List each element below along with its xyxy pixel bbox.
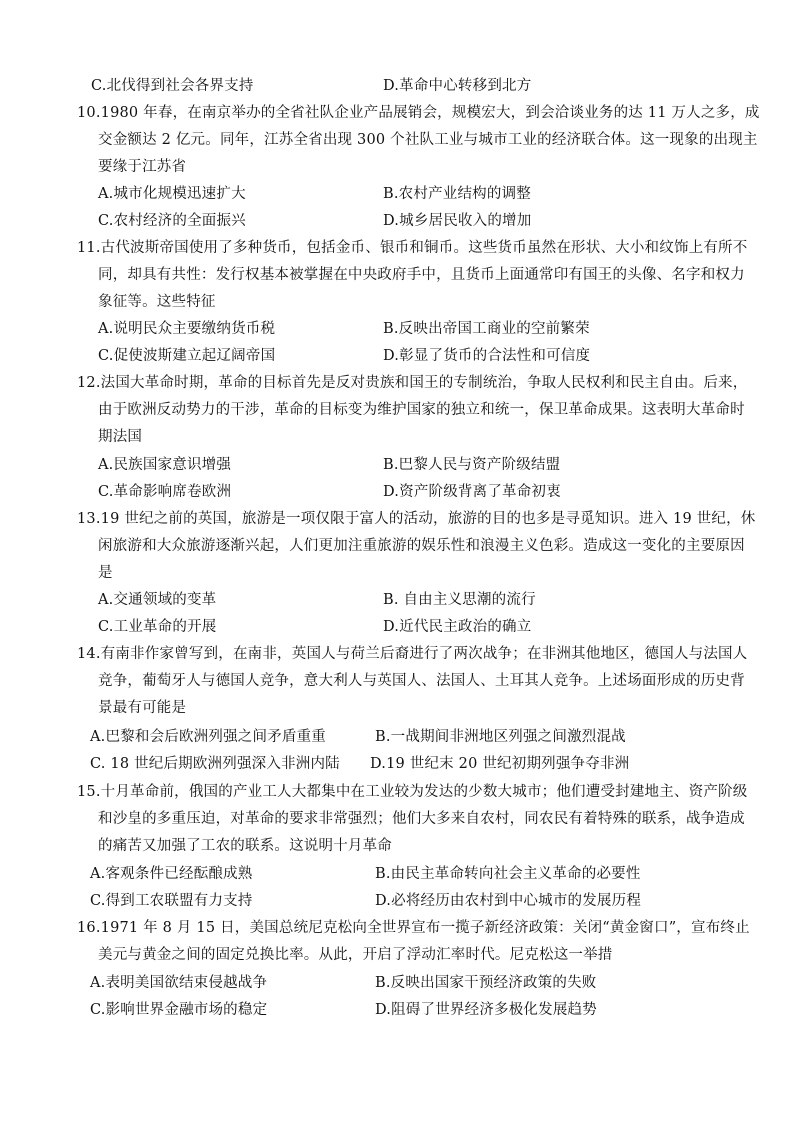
q14-option-d: D.19 世纪末 20 世纪初期列强争夺非洲 — [370, 756, 630, 772]
q9-option-d: D.革命中心转移到北方 — [383, 78, 532, 94]
q12-stem-line-3: 期法国 — [98, 429, 143, 445]
q12-option-d: D.资产阶级背离了革命初衷 — [383, 484, 561, 500]
q13-stem-line-3: 是 — [98, 565, 113, 581]
q14-stem-line-3: 景最有可能是 — [98, 700, 187, 716]
q16-option-d: D.阻碍了世界经济多极化发展趋势 — [375, 1002, 597, 1018]
q12-option-a: A.民族国家意识增强 — [98, 457, 232, 473]
q11-option-a: A.说明民众主要缴纳货币税 — [98, 321, 276, 337]
q12-stem-line-1: 12.法国大革命时期，革命的目标首先是反对贵族和国王的专制统治，争取人民权利和民主自由。后来， — [77, 375, 748, 391]
q15-stem-line-2: 和沙皇的多重压迫，对革命的要求非常强烈；他们大多来自农村，同农民有着特殊的联系，战争造成 — [98, 811, 745, 827]
q16-stem-line-1: 16.1971 年 8 月 15 日，美国总统尼克松向全世界宣布一揽子新经济政策：关闭“黄金窗口”，宣布终止 — [77, 920, 750, 936]
q10-option-d: D.城乡居民收入的增加 — [383, 213, 532, 229]
q15-stem-line-1: 15.十月革命前，俄国的产业工人大都集中在工业较为发达的少数大城市；他们遭受封建地主、资产阶级 — [77, 784, 748, 800]
q14-option-c: C. 18 世纪后期欧洲列强深入非洲内陆 — [90, 756, 340, 772]
q12-option-c: C.革命影响席卷欧洲 — [98, 484, 232, 500]
q14-stem-line-1: 14.有南非作家曾写到，在南非，英国人与荷兰后裔进行了两次战争；在非洲其他地区，德国人与法国人 — [77, 646, 748, 662]
q13-option-c: C.工业革命的开展 — [98, 619, 217, 635]
q11-stem-line-2: 同，却具有共性：发行权基本被掌握在中央政府手中，且货币上面通常印有国王的头像、名字和权力 — [98, 267, 745, 283]
q15-stem-line-3: 的痛苦又加强了工农的联系。这说明十月革命 — [98, 838, 392, 854]
q13-stem-line-1: 13.19 世纪之前的英国，旅游是一项仅限于富人的活动，旅游的目的也多是寻觅知识。进入 19 世纪，休 — [77, 511, 756, 527]
q13-stem-line-2: 闲旅游和大众旅游逐渐兴起，人们更加注重旅游的娱乐性和浪漫主义色彩。造成这一变化的主要原因 — [98, 538, 745, 554]
q11-option-d: D.彰显了货币的合法性和可信度 — [383, 348, 591, 364]
q10-option-c: C.农村经济的全面振兴 — [98, 213, 246, 229]
q10-stem-line-1: 10.1980 年春，在南京举办的全省社队企业产品展销会，规模宏大，到会洽谈业务的达 11 万人之多，成 — [77, 105, 760, 121]
q15-option-b: B.由民主革命转向社会主义革命的必要性 — [375, 866, 641, 882]
q11-option-b: B.反映出帝国工商业的空前繁荣 — [383, 321, 590, 337]
q10-stem-line-3: 要缘于江苏省 — [98, 159, 187, 175]
q13-option-d: D.近代民主政治的确立 — [383, 619, 532, 635]
q14-option-b: B.一战期间非洲地区列强之间激烈混战 — [375, 729, 626, 745]
q13-option-a: A.交通领域的变革 — [98, 592, 217, 608]
q16-option-c: C.影响世界金融市场的稳定 — [90, 1002, 268, 1018]
q10-option-a: A.城市化规模迅速扩大 — [98, 186, 246, 202]
q11-stem-line-1: 11.古代波斯帝国使用了多种货币，包括金币、银币和铜币。这些货币虽然在形状、大小和纹饰上有所不 — [77, 240, 748, 256]
q16-stem-line-2: 美元与黄金之间的固定兑换比率。从此，开启了浮动汇率时代。尼克松这一举措 — [98, 947, 613, 963]
q11-option-c: C.促使波斯建立起辽阔帝国 — [98, 348, 276, 364]
q9-option-c: C.北伐得到社会各界支持 — [91, 78, 254, 94]
q12-stem-line-2: 由于欧洲反动势力的干涉，革命的目标变为维护国家的独立和统一，保卫革命成果。这表明大革命时 — [98, 402, 745, 418]
q10-option-b: B.农村产业结构的调整 — [383, 186, 531, 202]
q13-option-b: B. 自由主义思潮的流行 — [383, 592, 536, 608]
q15-option-c: C.得到工农联盟有力支持 — [90, 893, 253, 909]
q14-option-a: A.巴黎和会后欧洲列强之间矛盾重重 — [90, 729, 326, 745]
q12-option-b: B.巴黎人民与资产阶级结盟 — [383, 457, 561, 473]
q11-stem-line-3: 象征等。这些特征 — [98, 294, 216, 310]
q15-option-a: A.客观条件已经酝酿成熟 — [90, 866, 253, 882]
q15-option-d: D.必将经历由农村到中心城市的发展历程 — [375, 893, 642, 909]
q14-stem-line-2: 竞争，葡萄牙人与德国人竞争，意大利人与英国人、法国人、土耳其人竞争。上述场面形成的历史背 — [98, 673, 745, 689]
q16-option-a: A.表明美国欲结束侵越战争 — [90, 975, 268, 991]
q10-stem-line-2: 交金额达 2 亿元。同年，江苏全省出现 300 个社队工业与城市工业的经济联合体。这一现象的出现主 — [98, 132, 758, 148]
q16-option-b: B.反映出国家干预经济政策的失败 — [375, 975, 597, 991]
